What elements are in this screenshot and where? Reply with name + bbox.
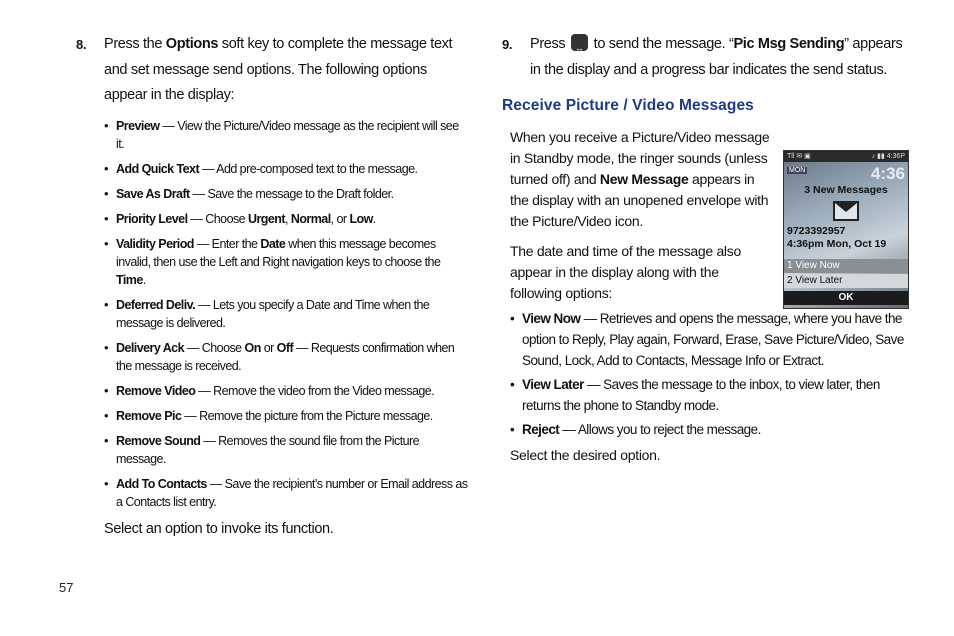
- list-item: [510, 308, 912, 371]
- option-value: On: [244, 340, 261, 355]
- option-desc: — Choose: [184, 340, 245, 355]
- option-desc: — Allows you to reject the message.: [559, 422, 761, 437]
- list-item: [104, 117, 468, 153]
- option-term: Remove Video: [116, 383, 196, 398]
- phone-screen-image: [783, 150, 909, 309]
- option-term: Save As Draft: [116, 186, 190, 201]
- option-desc: — Choose: [187, 211, 249, 226]
- new-message-label: New Message: [599, 171, 689, 187]
- phone-number: 9723392957: [787, 225, 846, 237]
- list-item: [104, 235, 468, 289]
- option-value: Date: [260, 236, 286, 251]
- list-item: [104, 296, 468, 332]
- separator: ,: [285, 211, 291, 226]
- option-desc: — Save the recipient’s number or Email address as a Contacts list entry.: [116, 476, 468, 509]
- option-term: Reject: [522, 422, 560, 437]
- separator: .: [142, 272, 146, 287]
- list-item: [104, 210, 468, 228]
- option-term: Validity Period: [116, 236, 194, 251]
- step-number: 9.: [502, 37, 513, 52]
- closing-text: Select the desired option.: [510, 447, 661, 463]
- phone-status-bar: [784, 151, 908, 162]
- list-item: [104, 407, 468, 425]
- option-desc: — Retrieves and opens the message, where you have the option to Reply, Play again, Forward, Erase, Save Picture/Video, Save Sound, Lock, Add to Contacts, Message Info or Extract.: [522, 311, 904, 368]
- option-term: Preview: [116, 118, 160, 133]
- option-term: View Now: [522, 311, 581, 326]
- intro-part: appears in the display with an unopened envelope with the Picture/Video icon.: [510, 171, 769, 229]
- phone-datetime: 4:36pm Mon, Oct 19: [787, 238, 887, 250]
- phone-ok-softkey: OK: [784, 291, 908, 305]
- option-desc: — View the Picture/Video message as the recipient will see it.: [116, 118, 459, 151]
- option-value: Time: [116, 272, 143, 287]
- section-heading: Receive Picture / Video Messages: [502, 97, 754, 114]
- list-item: [104, 185, 468, 203]
- option-desc: — Remove the video from the Video message.: [195, 383, 435, 398]
- list-item: [104, 475, 468, 511]
- step-9: [502, 32, 912, 83]
- separator: , or: [330, 211, 350, 226]
- option-desc: — Add pre-composed text to the message.: [199, 161, 418, 176]
- option-term: Deferred Deliv.: [116, 297, 196, 312]
- status-icons-left: Tll ✉ ▣: [787, 153, 811, 160]
- separator: .: [372, 211, 376, 226]
- option-term: Add Quick Text: [116, 161, 200, 176]
- step-text: soft key to complete the message text and set message send options. The following options appear in the display:: [104, 36, 453, 103]
- step-text: to send the message. “: [590, 36, 734, 52]
- option-term: Remove Sound: [116, 433, 201, 448]
- left-column: [76, 32, 468, 540]
- option-value: Off: [276, 340, 294, 355]
- option-desc: — Enter the: [193, 236, 261, 251]
- list-item: [104, 160, 468, 178]
- option-desc: — Save the message to the Draft folder.: [189, 186, 394, 201]
- list-item: [510, 374, 912, 416]
- option-desc: — Requests confirmation when the message is received.: [116, 340, 455, 373]
- envelope-icon: [833, 201, 859, 221]
- option-term: Add To Contacts: [116, 476, 207, 491]
- intro-text: [510, 127, 772, 232]
- list-item: [510, 419, 912, 440]
- step-text: Press: [530, 36, 569, 52]
- option-desc: — Lets you specify a Date and Time when the message is delivered.: [116, 297, 430, 330]
- receive-options-list: [502, 308, 912, 440]
- option-term: View Later: [522, 377, 584, 392]
- separator: or: [260, 340, 277, 355]
- phone-day: MON: [789, 167, 806, 174]
- phone-menu-view-now: 1 View Now: [784, 259, 908, 273]
- option-desc: when this message becomes invalid, then use the Left and Right navigation keys to choose the: [116, 236, 441, 269]
- phone-new-messages: 3 New Messages: [804, 184, 888, 196]
- list-item: [104, 432, 468, 468]
- option-value: Low: [349, 211, 373, 226]
- closing-text: Select an option to invoke its function.: [104, 520, 334, 537]
- option-term: Priority Level: [116, 211, 188, 226]
- pic-msg-sending-label: Pic Msg Sending: [733, 36, 845, 52]
- option-desc: — Saves the message to the inbox, to view later, then returns the phone to Standby mode.: [522, 377, 880, 413]
- send-options-list: [76, 117, 468, 511]
- page-number: 57: [59, 580, 74, 595]
- step-text: ” appears in the display and a progress bar indicates the send status.: [530, 36, 903, 78]
- phone-message-info: [787, 225, 886, 251]
- status-icons-right: ♪ ▮▮ 4:36P: [871, 153, 905, 160]
- step-8: [76, 32, 468, 109]
- step-number: 8.: [76, 37, 87, 52]
- option-value: Urgent: [248, 211, 285, 226]
- option-value: Normal: [290, 211, 331, 226]
- list-item: [104, 382, 468, 400]
- option-term: Remove Pic: [116, 408, 182, 423]
- list-item: [104, 339, 468, 375]
- intro-part: When you receive a Picture/Video message in Standby mode, the ringer sounds (unless turned off) and: [510, 129, 770, 187]
- option-term: Delivery Ack: [116, 340, 184, 355]
- step-text: Press the: [104, 36, 166, 52]
- intro-text-2: The date and time of the message also appear in the display along with the following options:: [510, 243, 741, 301]
- option-desc: — Removes the sound file from the Picture message.: [116, 433, 420, 466]
- phone-menu-view-later: 2 View Later: [784, 274, 908, 288]
- option-desc: — Remove the picture from the Picture message.: [181, 408, 433, 423]
- send-key-icon: [571, 34, 588, 51]
- options-key-label: Options: [165, 36, 219, 52]
- phone-clock: 4:36: [870, 164, 905, 183]
